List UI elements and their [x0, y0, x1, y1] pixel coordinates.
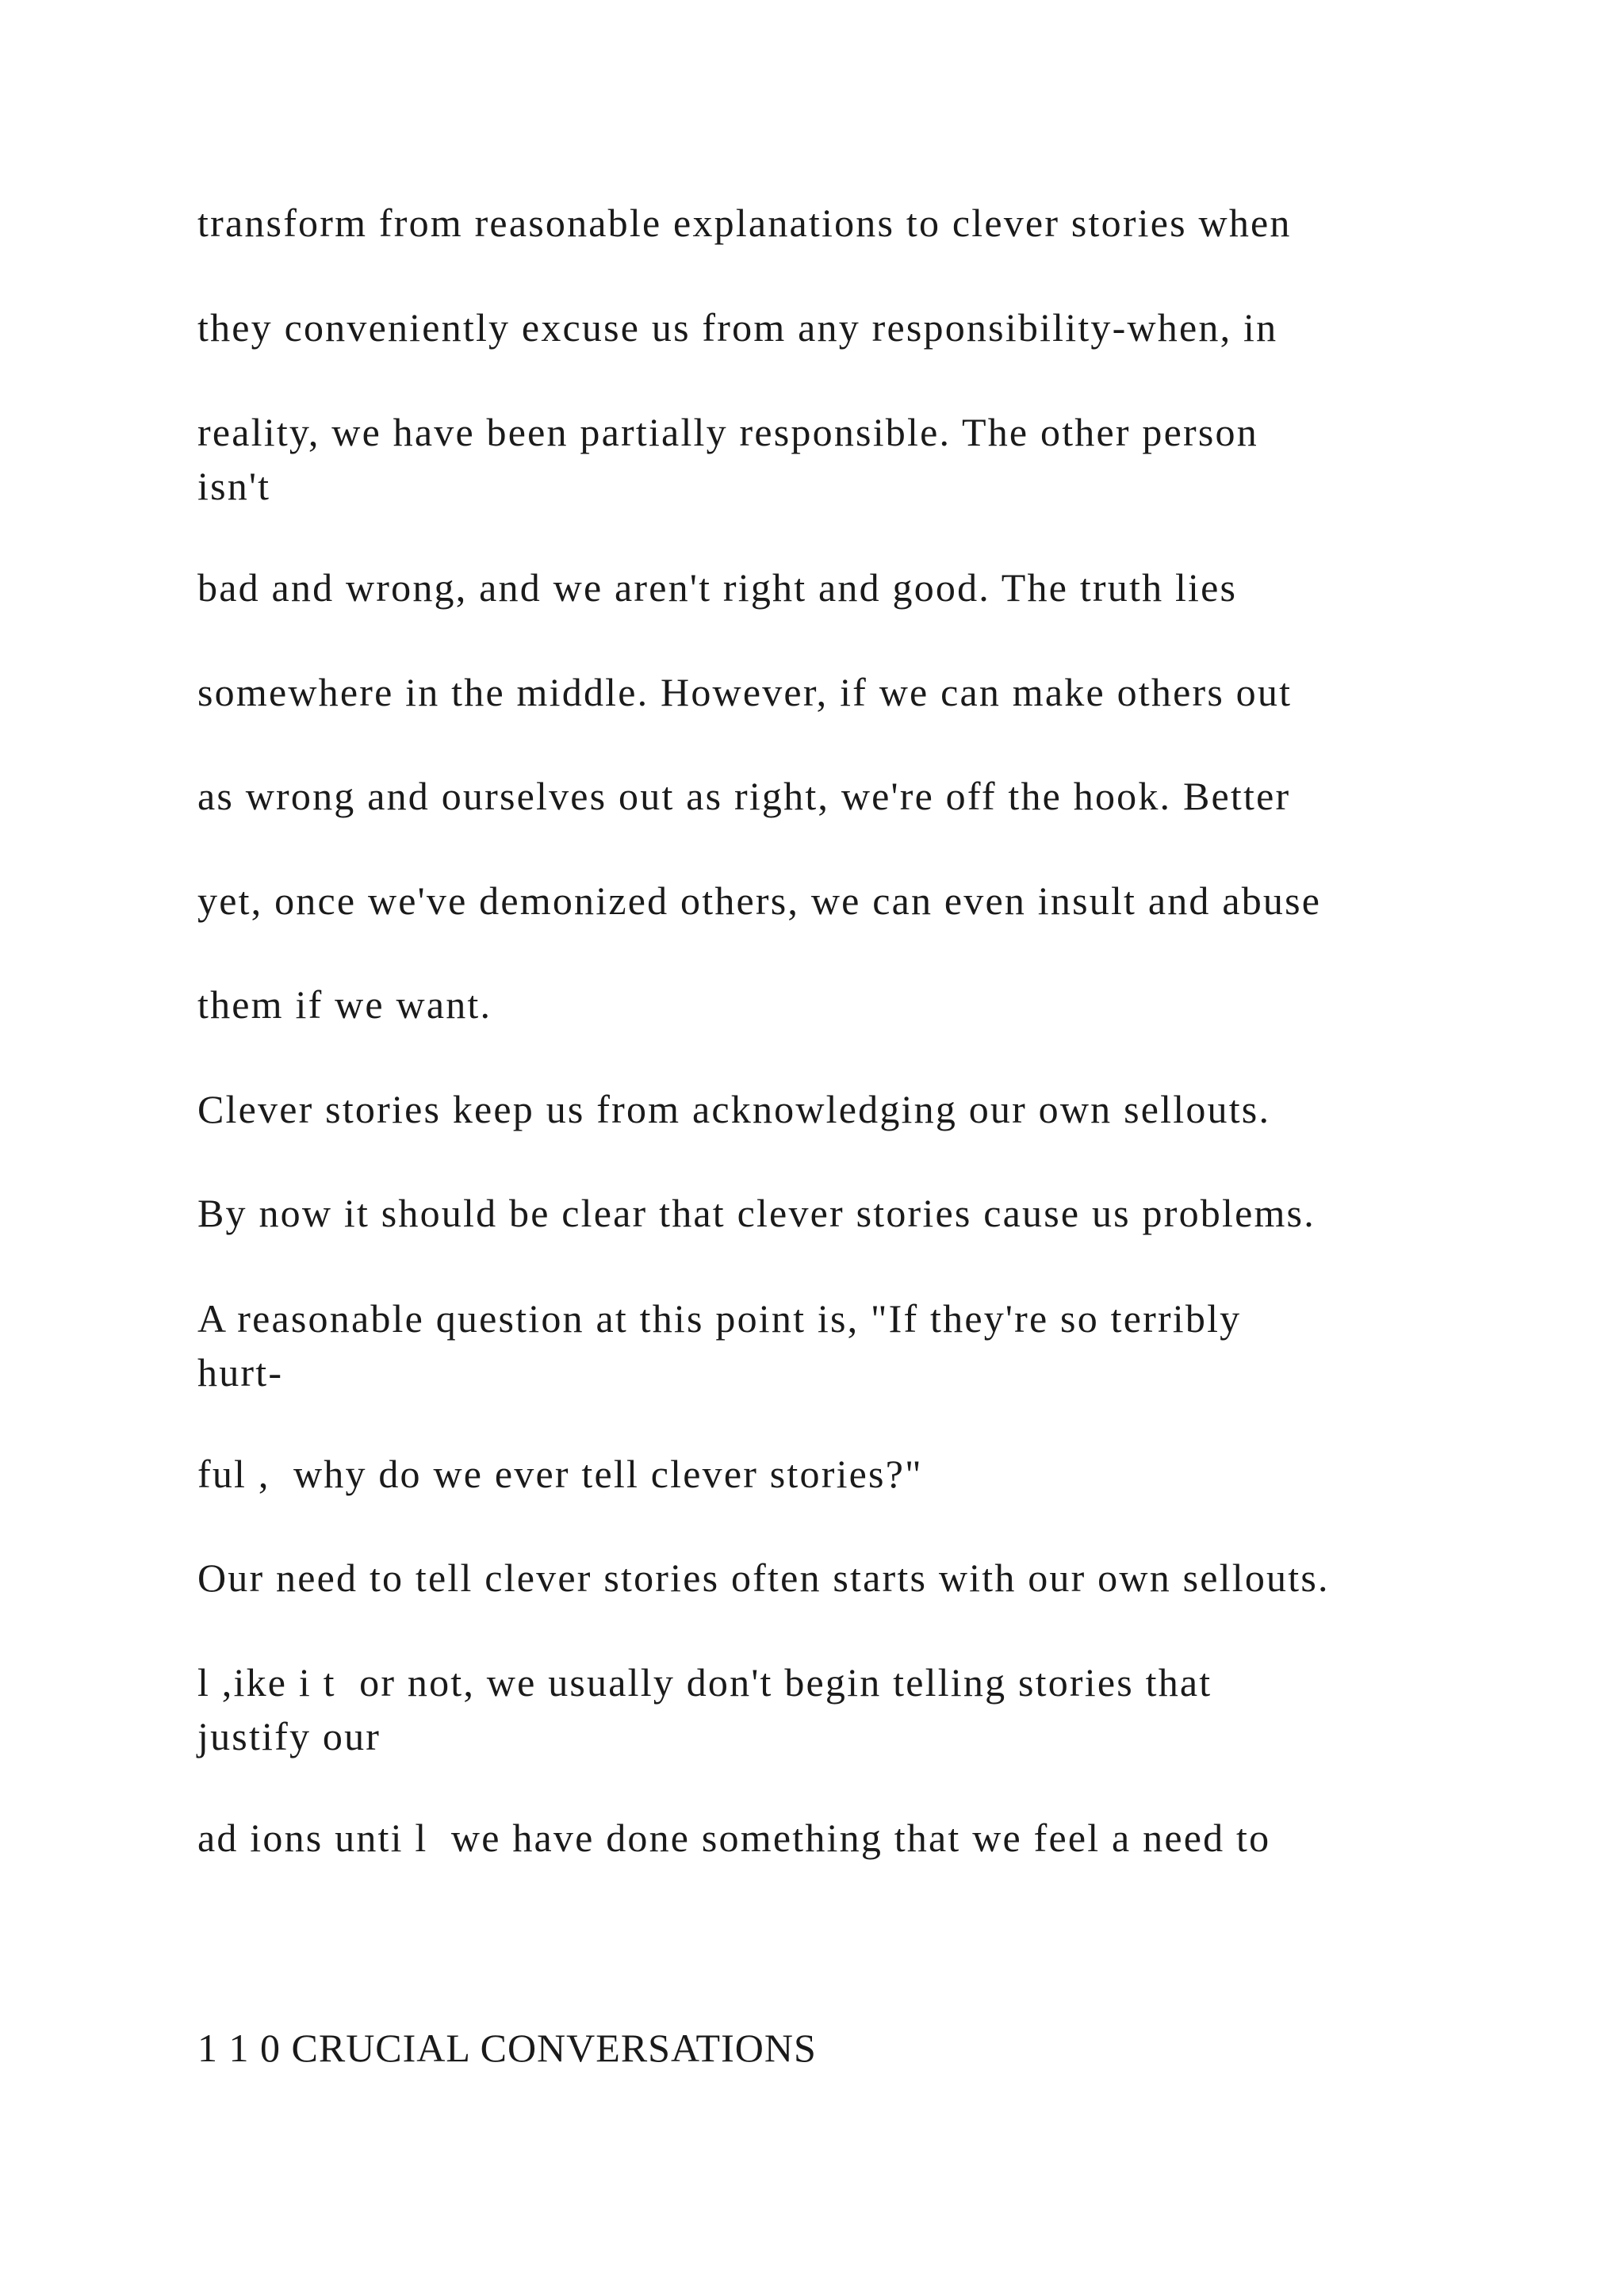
- text-line: as wrong and ourselves out as right, we're off the hook. Better: [197, 774, 1291, 818]
- text-line: them if we want.: [197, 982, 492, 1027]
- text-line: Clever stories keep us from acknowledging our own sellouts.: [197, 1087, 1271, 1131]
- text-line: ful , why do we ever tell clever stories?": [197, 1452, 923, 1496]
- text-line: l ,ike i t or not, we usually don't begin telling stories that justify our: [197, 1660, 1212, 1758]
- text-line: transform from reasonable explanations to clever stories when: [197, 201, 1292, 245]
- text-line: they conveniently excuse us from any responsibility-when, in: [197, 305, 1278, 350]
- text-line: ad ions unti l we have done something that we feel a need to: [197, 1816, 1271, 1860]
- page-footer: 1 1 0 CRUCIAL CONVERSATIONS: [197, 2026, 817, 2070]
- text-line: reality, we have been partially responsible. The other person isn't: [197, 410, 1258, 508]
- text-line: Our need to tell clever stories often starts with our own sellouts.: [197, 1556, 1330, 1600]
- text-line: bad and wrong, and we aren't right and good. The truth lies: [197, 565, 1238, 610]
- text-line: A reasonable question at this point is, "If they're so terribly hurt-: [197, 1296, 1242, 1395]
- text-line: yet, once we've demonized others, we can even insult and abuse: [197, 878, 1322, 923]
- text-line: somewhere in the middle. However, if we can make others out: [197, 670, 1293, 714]
- text-line: By now it should be clear that clever stories cause us problems.: [197, 1191, 1316, 1235]
